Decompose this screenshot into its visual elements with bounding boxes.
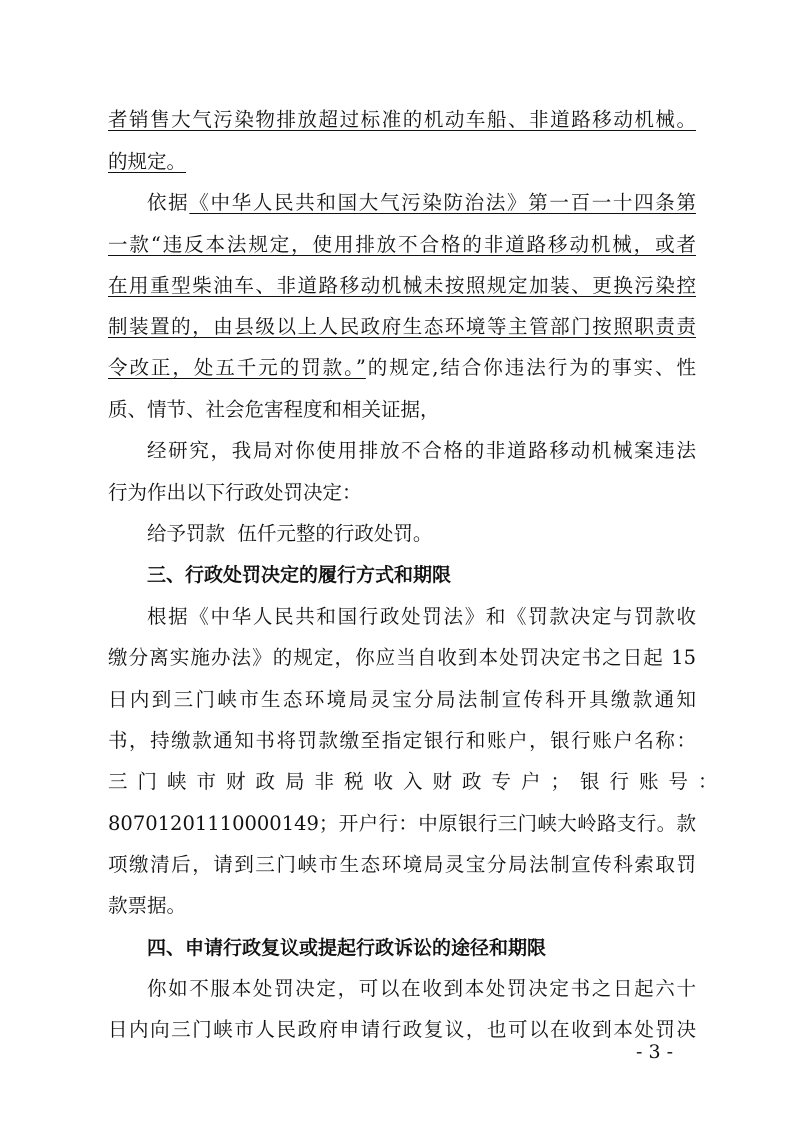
text-line-6 xyxy=(108,313,696,341)
text-line-16 xyxy=(108,727,696,755)
underlined-text: 者销售大气污染物排放超过标准的机动车船、非道路移动机械。 xyxy=(108,108,696,131)
text-line-15 xyxy=(108,686,696,714)
plain-text: 你如不服本处罚决定，可以在收到本处罚决定书之日起六十 xyxy=(147,977,696,1000)
heading-text: 三、行政处罚决定的履行方式和期限 xyxy=(147,564,452,586)
plain-text: 缴分离实施办法》的规定，你应当自收到本处罚决定书之日起 15 xyxy=(108,646,696,669)
plain-text: 给予罚款 伍仟元整的行政处罚。 xyxy=(147,522,433,545)
plain-text: 项缴清后，请到三门峡市生态环境局灵宝分局法制宣传科索取罚 xyxy=(108,853,696,876)
text-line-22 xyxy=(147,975,696,1003)
underlined-text: 的规定。 xyxy=(108,150,187,173)
plain-text: 三门峡市财政局非税收入财政专户；银行账号： xyxy=(108,770,728,793)
text-line-9 xyxy=(147,437,696,465)
underlined-text: 在用重型柴油车、非道路移动机械未按照规定加装、更换污染控 xyxy=(108,274,696,297)
text-line-18 xyxy=(108,810,696,838)
underlined-text: 令改正，处五千元的罚款。” xyxy=(108,356,366,379)
text-line-17 xyxy=(108,768,728,796)
text-line-11 xyxy=(147,520,696,548)
text-line-20 xyxy=(108,892,696,920)
text-line-14 xyxy=(108,644,696,672)
underlined-text: 制装置的，由县级以上人民政府生态环境等主管部门按照职责责 xyxy=(108,315,696,338)
plain-text: 根据《中华人民共和国行政处罚法》和《罚款决定与罚款收 xyxy=(147,605,696,628)
section-heading-4 xyxy=(147,934,696,962)
plain-text: 日内向三门峡市人民政府申请行政复议，也可以在收到本处罚决 xyxy=(108,1018,696,1041)
text-line-1 xyxy=(108,106,696,134)
plain-text: 经研究，我局对你使用排放不合格的非道路移动机械案违法 xyxy=(147,439,696,462)
plain-text: 质、情节、社会危害程度和相关证据， xyxy=(108,398,440,421)
text-line-2 xyxy=(108,148,696,176)
text-line-8 xyxy=(108,396,696,424)
plain-text: 依据 xyxy=(147,191,190,214)
plain-text: 款票据。 xyxy=(108,894,187,917)
text-line-3 xyxy=(147,189,696,217)
text-line-19 xyxy=(108,851,696,879)
plain-text: 80701201110000149；开户行：中原银行三门峡大岭路支行。款 xyxy=(108,812,696,835)
page-number: - 3 - xyxy=(636,1041,674,1063)
text-line-23 xyxy=(108,1016,696,1044)
text-line-10 xyxy=(108,479,696,507)
underlined-text: 《中华人民共和国大气污染防治法》第一百一十四条第 xyxy=(189,191,696,214)
text-line-13 xyxy=(147,603,696,631)
plain-text: 的规定,结合你违法行为的事实、性 xyxy=(365,356,696,379)
underlined-text: 一款“违反本法规定，使用排放不合格的非道路移动机械，或者 xyxy=(108,233,696,256)
text-line-5 xyxy=(108,272,696,300)
plain-text: 书，持缴款通知书将罚款缴至指定银行和账户，银行账户名称： xyxy=(108,729,696,752)
plain-text: 日内到三门峡市生态环境局灵宝分局法制宣传科开具缴款通知 xyxy=(108,688,696,711)
section-heading-3 xyxy=(147,561,696,589)
text-line-4 xyxy=(108,231,696,259)
heading-text: 四、申请行政复议或提起行政诉讼的途径和期限 xyxy=(147,937,547,959)
plain-text: 行为作出以下行政处罚决定： xyxy=(108,481,362,504)
text-line-7 xyxy=(108,354,696,382)
